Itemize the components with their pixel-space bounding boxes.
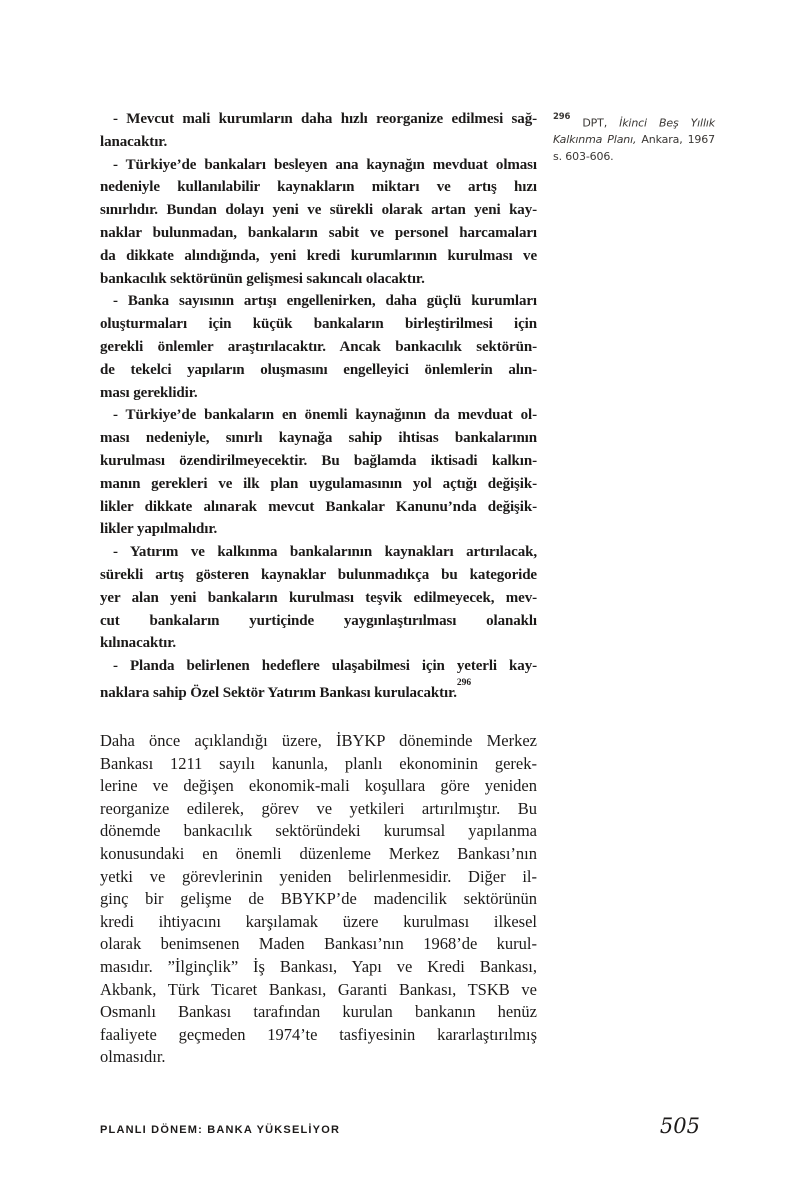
text-line: kılınacaktır.: [100, 635, 177, 652]
text-line: manın gerekleri ve ilk plan uygulamasının yol açtığı değişik-: [100, 475, 537, 492]
text-line: ması nedeniyle, sınırlı kaynağa sahip ihtisas bankalarının: [100, 430, 537, 447]
page-number: 505: [659, 1114, 700, 1138]
text-line: likler dikkate alınarak mevcut Bankalar Kanunu’nda değişik-: [100, 498, 537, 515]
text-line: ginç bir gelişme de BBYKP’de madencilik sektörünün: [100, 889, 537, 909]
text-line: nedeniyle kullanılabilir kaynakların miktarı ve artış hızı: [100, 179, 537, 196]
quote-item: [100, 154, 537, 291]
text-line: Akbank, Türk Ticaret Bankası, Garanti Bankası, TSKB ve: [100, 979, 537, 999]
text-line: - Mevcut mali kurumların daha hızlı reorganize edilmesi sağ-: [113, 111, 537, 127]
text-line: olmasıdır.: [100, 1047, 166, 1067]
text-line: yetki ve görevlerinin yeniden belirlenmesidir. Diğer il-: [100, 866, 537, 886]
text-line: likler yapılmalıdır.: [100, 521, 218, 538]
text-line: dönemde bankacılık sektöründeki kurumsal yapılanma: [100, 821, 537, 841]
block-quote: [100, 108, 537, 705]
text-line: da dikkate alındığında, yeni kredi kurumlarının kurulması ve: [100, 247, 537, 264]
text-line: lanacaktır.: [100, 133, 168, 150]
text-line: konusundaki en önemli düzenleme Merkez Bankası’nın: [100, 843, 537, 863]
quote-item: [100, 108, 537, 154]
footnote-ref: 296: [456, 678, 472, 689]
quote-line: [100, 678, 537, 705]
quote-item: [100, 541, 537, 655]
quote-line-text: naklara sahip Özel Sektör Yatırım Bankası kurulacaktır.: [100, 684, 457, 701]
body-paragraph: [100, 730, 537, 1069]
text-line: kredi ihtiyacını karşılamak üzere kurulması ilkesel: [100, 911, 537, 931]
quote-line: - Planda belirlenen hedeflere ulaşabilmesi için yeterli kay-: [113, 658, 537, 675]
sidenote-ref: 296: [553, 111, 571, 122]
text-line: oluşturmaları için küçük bankaların birleştirilmesi için: [100, 316, 537, 333]
sidenote-rest: Ankara, 1967 s. 603-606.: [553, 133, 715, 163]
quote-item: [100, 404, 537, 541]
text-line: faaliyete geçmeden 1974’te tasfiyesinin kararlaştırılmış: [100, 1024, 537, 1044]
text-line: yer alan yeni bankaların kurulması teşvik edilmeyecek, mev-: [100, 589, 537, 606]
text-line: - Banka sayısının artışı engellenirken, daha güçlü kurumları: [113, 293, 537, 310]
running-title: PLANLI DÖNEM: BANKA YÜKSELİYOR: [100, 1124, 341, 1136]
sidenote-title: İkinci Beş Yıllık Kalkınma Planı,: [553, 116, 715, 147]
quote-item: [100, 290, 537, 404]
text-line: - Türkiye’de bankaların en önemli kaynağının da mevduat ol-: [113, 407, 537, 424]
text-line: lerine ve değişen ekonomik-mali koşullara göre yeniden: [100, 776, 537, 796]
text-line: Osmanlı Bankası tarafından kurulan bankanın henüz: [100, 1002, 537, 1022]
text-line: gerekli önlemler araştırılacaktır. Ancak bankacılık sektörün-: [100, 338, 537, 355]
text-line: Bankası 1211 sayılı kanunla, planlı ekonominin gerek-: [100, 753, 537, 773]
text-line: reorganize edilerek, görev ve yetkileri artırılmıştır. Bu: [100, 798, 537, 818]
text-line: - Yatırım ve kalkınma bankalarının kaynakları artırılacak,: [113, 544, 537, 561]
text-line: sınırlıdır. Bundan dolayı yeni ve sürekli olarak artan yeni kay-: [100, 202, 537, 219]
text-line: masıdır. ”İlginçlik” İş Bankası, Yapı ve Kredi Bankası,: [100, 956, 537, 976]
quote-item: [100, 655, 537, 705]
sidenote-source: DPT,: [582, 116, 608, 130]
text-line: olarak benimsenen Maden Bankası’nın 1968’de kurul-: [100, 934, 537, 954]
text-line: de tekelci yapıların oluşmasını engelleyici önlemlerin alın-: [100, 361, 537, 378]
text-line: kurulması özendirilmeyecektir. Bu bağlamda iktisadi kalkın-: [100, 452, 537, 469]
text-line: Daha önce açıklandığı üzere, İBYKP döneminde Merkez: [100, 731, 537, 750]
text-line: cut bankaların yurtiçinde yaygınlaştırılması olanaklı: [100, 612, 537, 629]
text-line: - Türkiye’de bankaları besleyen ana kaynağın mevduat olması: [113, 156, 537, 173]
sidenote: [553, 112, 715, 165]
text-line: sürekli artış gösteren kaynaklar bulunmadıkça bu kategoride: [100, 566, 537, 583]
text-line: ması gereklidir.: [100, 384, 198, 401]
text-line: naklar bulunmadan, bankaların sabit ve personel harcamaları: [100, 224, 537, 241]
text-line: bankacılık sektörünün gelişmesi sakıncalı olacaktır.: [100, 270, 425, 287]
